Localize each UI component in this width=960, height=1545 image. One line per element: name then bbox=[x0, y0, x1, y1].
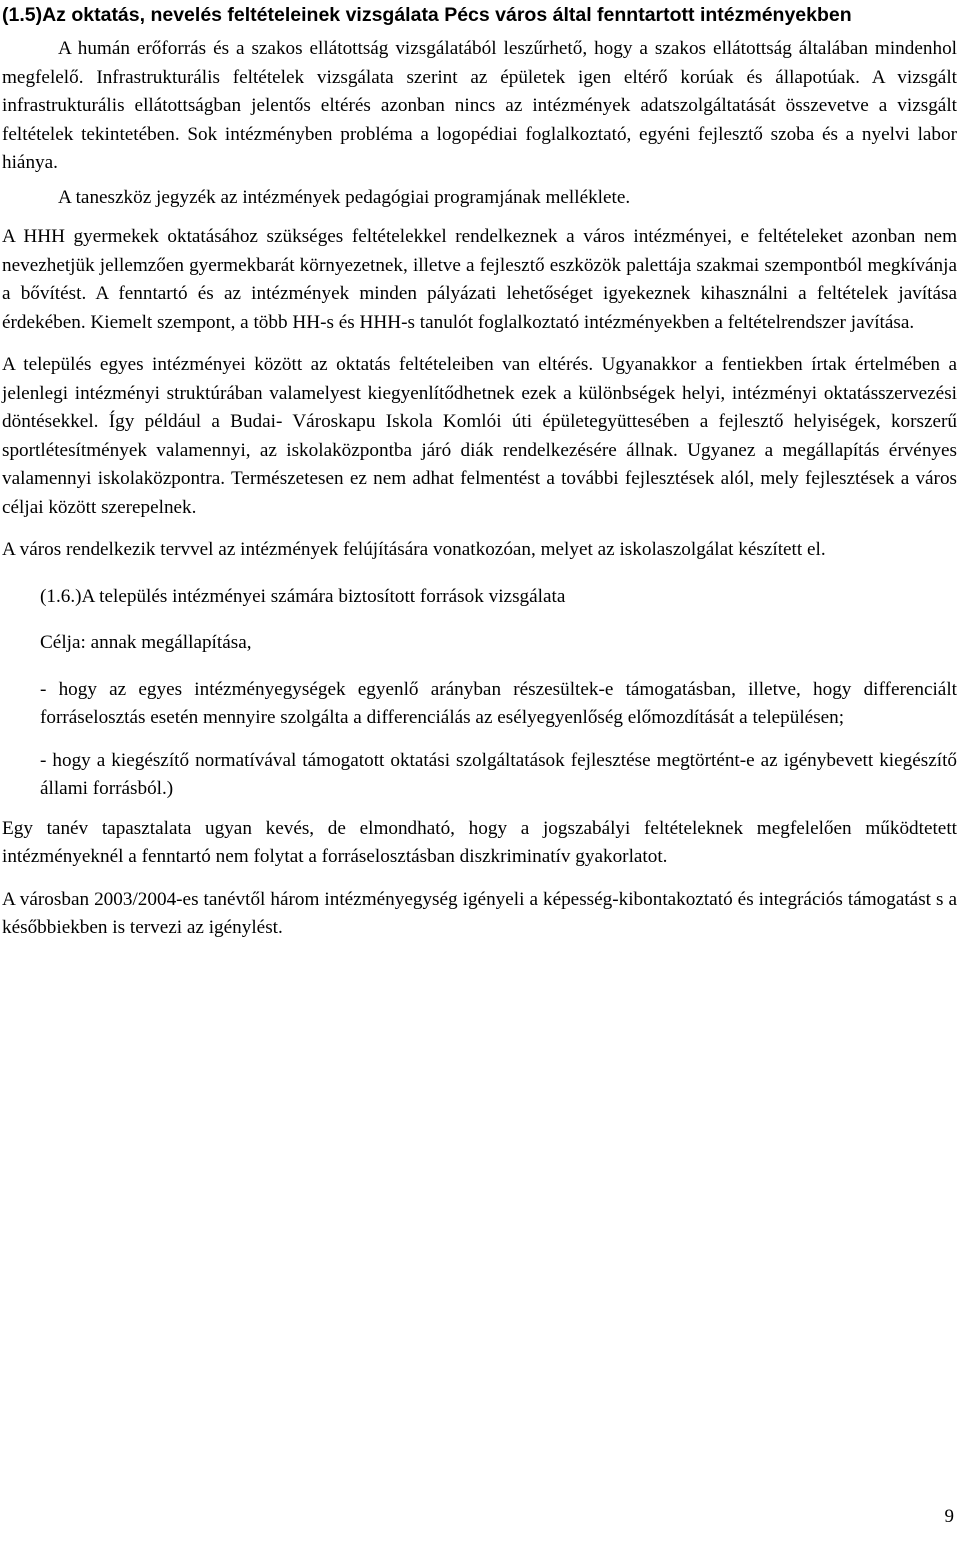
paragraph-teaching-aids-list: A taneszköz jegyzék az intézmények pedagógiai programjának melléklete. bbox=[58, 186, 631, 208]
bullet-supplementary-normative: - hogy a kiegészítő normatívával támogatott oktatási szolgáltatások fejlesztése megtörtént-e az igénybevett kiegészítő állami forrásból.) bbox=[40, 749, 957, 799]
section-1-5-heading: (1.5)Az oktatás, nevelés feltételeinek vizsgálata Pécs város által fenntartott intézményekben bbox=[2, 4, 852, 26]
bullet-equal-support: - hogy az egyes intézményegységek egyenlő arányban részesültek-e támogatásban, illetve, hogy differenciált forráselosztás esetén mennyire szolgálta a differenciálás az esélyegyenlőség előmozdítását a településen; bbox=[40, 678, 957, 728]
paragraph-human-resources: A humán erőforrás és a szakos ellátottság vizsgálatából leszűrhető, hogy a szakos ellátottság általában mindenhol megfelelő. Infrastrukturális feltételek vizsgálata szerint az épületek igen eltérő korúak és állapotúak. A vizsgált infrastrukturális ellátottságban jelentős eltérés azonban nincs az intézmények adatszolgáltatását összevetve a vizsgált feltételek tekintetében. Sok intézményben probléma a logopédiai foglalkoztató, egyéni fejlesztő szoba és a nyelvi labor hiánya. bbox=[2, 38, 957, 173]
purpose-line: Célja: annak megállapítása, bbox=[40, 632, 252, 653]
paragraph-hhh-children-conditions: A HHH gyermekek oktatásához szükséges feltételekkel rendelkeznek a város intézményei, e feltételeket azonban nem nevezhetjük jellemzően gyermekbarát környezetnek, illetve a fejlesztő eszközök palettája szakmai szempontból megkívánja a bővítést. A fenntartó és az intézmények minden pályázati lehetőséget igyekeznek kihasználni a feltételek javítása érdekében. Kiemelt szempont, a több HH-s és HHH-s tanulót foglalkoztató intézményekben a feltételrendszer javítása. bbox=[2, 226, 957, 333]
paragraph-institution-differences: A település egyes intézményei között az oktatás feltételeiben van eltérés. Ugyanakkor a fentiekben írtak értelmében a jelenlegi intézményi struktúrában valamelyest kiegyenlítődhetnek ezek a különbségek helyi, intézményi oktatásszervezési döntésekkel. Így például a Budai- Városkapu Iskola Komlói úti épületegyüttesében a fejlesztő helyiségek, korszerű sportlétesítmények valamennyi, az iskolaközpontba járó diák rendelkezésére állnak. Ugyanez a megállapítás érvényes valamennyi iskolaközpontra. Természetesen ez nem adhat felmentést a további fejlesztések alól, mely fejlesztések a város céljai között szerepelnek. bbox=[2, 354, 957, 518]
paragraph-one-school-year: Egy tanév tapasztalata ugyan kevés, de elmondható, hogy a jogszabályi feltételeknek megfelelően működtetett intézményeknél a fenntartó nem folytat a forráselosztásban diszkriminatív gyakorlatot. bbox=[2, 817, 957, 867]
section-1-6-heading: (1.6.)A település intézményei számára biztosított források vizsgálata bbox=[40, 585, 566, 607]
paragraph-renovation-plan: A város rendelkezik tervvel az intézmények felújítására vonatkozóan, melyet az iskolaszolgálat készített el. bbox=[2, 539, 826, 560]
section-1-6-block bbox=[2, 583, 957, 804]
page-number: 9 bbox=[944, 1506, 954, 1527]
paragraph-2003-2004-support: A városban 2003/2004-es tanévtől három intézményegység igényeli a képesség-kibontakoztató és integrációs támogatást s a későbbiekben is tervezi az igénylést. bbox=[2, 888, 957, 938]
document-body bbox=[2, 0, 957, 943]
